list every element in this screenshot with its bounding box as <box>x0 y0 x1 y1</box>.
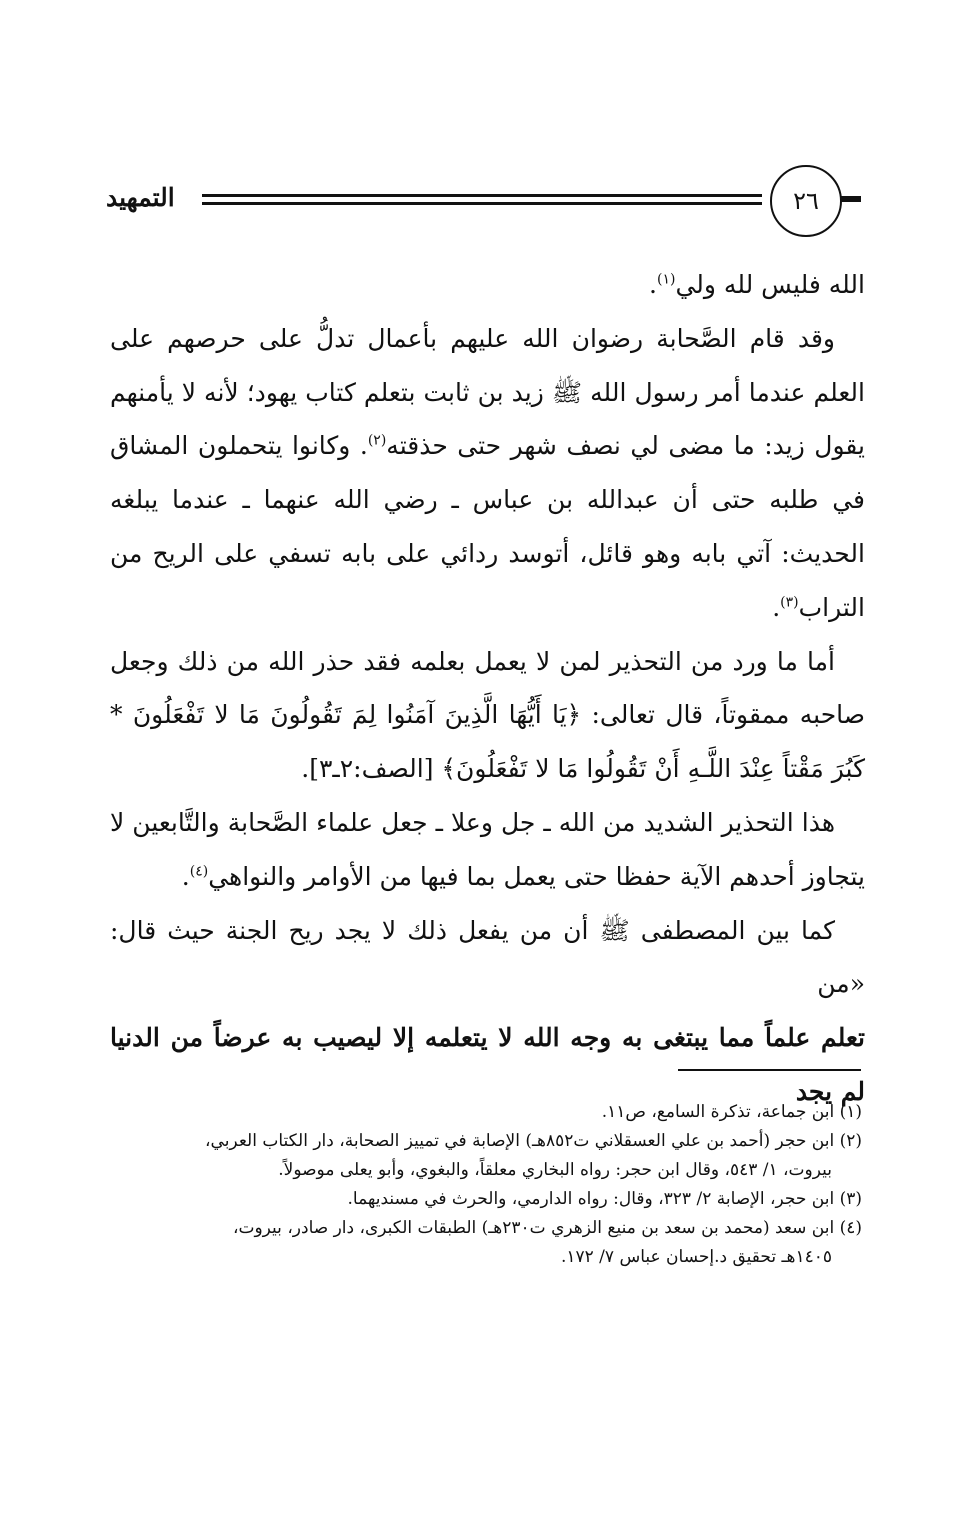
main-text <box>110 258 865 1119</box>
paragraph-2-text-a: وقد قام الصَّحابة رضوان الله عليهم بأعمال تدلُّ على حرصهم على العلم عندما أمر رسول الله ﷺ زيد بن ثابت بتعلم كتاب يهود؛ لأنه لا يأمنهم يقول زيد: ما مضى لي نصف شهر حتى حذقته <box>110 323 865 461</box>
paragraph-4-text: هذا التحذير الشديد من الله ـ جل وعلا ـ جعل علماء الصَّحابة والتَّابعين لا يتجاوز أحدهم الآية حفظا حتى يعمل بما فيها من الأوامر والنواهي <box>110 807 865 891</box>
footnote-2: (٢) ابن حجر (أحمد بن علي العسقلاني ت٨٥٢هـ) الإصابة في تمييز الصحابة، دار الكتاب العربي، <box>205 1131 862 1151</box>
paragraph-2-text-b: . وكانوا يتحملون المشاق في طلبه حتى أن عبدالله بن عباس ـ رضي الله عنهما ـ عندما يبلغه الحديث: آتي بابه وهو قائل، أتوسد ردائي على بابه تسفي على الريح من التراب <box>110 431 865 622</box>
footnotes <box>100 1098 862 1272</box>
paragraph-1-end: . <box>649 270 657 299</box>
footnote-ref-3: (٣) <box>780 594 799 611</box>
footnote-2-continued: بيروت، ١/ ٥٤٣، وقال ابن حجر: رواه البخاري معلقاً، والبغوي، وأبو يعلى موصولاً. <box>278 1160 832 1180</box>
chapter-title: التمهيد <box>106 183 175 212</box>
page-header <box>100 165 880 245</box>
paragraph-4-end: . <box>181 861 190 891</box>
header-rule-top <box>202 194 762 197</box>
footnote-4: (٤) ابن سعد (محمد بن سعد بن منيع الزهري ت٢٣٠هـ) الطبقات الكبرى، دار صادر، بيروت، <box>232 1218 862 1238</box>
paragraph-2 <box>110 312 865 635</box>
paragraph-1 <box>110 258 865 312</box>
header-rule-end <box>841 196 861 202</box>
footnote-ref-1: (١) <box>656 271 676 288</box>
page-number: ٢٦ <box>770 165 842 237</box>
footnote-separator <box>678 1069 861 1071</box>
footnote-4-continued: ١٤٠٥هـ تحقيق د.إحسان عباس ٧/ ١٧٢. <box>560 1247 832 1267</box>
footnote-ref-4: (٤) <box>189 863 209 880</box>
footnote-1: (١) ابن جماعة، تذكرة السامع، ص١١. <box>601 1102 862 1122</box>
paragraph-2-end: . <box>772 592 781 622</box>
header-rule-bottom <box>202 202 762 205</box>
paragraph-5: كما بين المصطفى ﷺ أن من يفعل ذلك لا يجد ريح الجنة حيث قال: «من <box>110 915 865 999</box>
paragraph-1-text: الله فليس لله ولي <box>675 270 865 299</box>
paragraph-4 <box>110 796 865 904</box>
footnote-3: (٣) ابن حجر، الإصابة ٢/ ٣٢٣، وقال: رواه الدارمي، والحرث في مسنديهما. <box>347 1189 862 1209</box>
footnote-ref-2: (٢) <box>367 433 387 450</box>
paragraph-6-hadith: تعلم علماً مما يبتغى به وجه الله لا يتعلمه إلا ليصيب به عرضاً من الدنيا لم يجد <box>110 1023 865 1106</box>
paragraph-3: أما ما ورد من التحذير لمن لا يعمل بعلمه فقد حذر الله من ذلك وجعل صاحبه ممقوتاً، قال تعالى: ﴿يَا أَيُّهَا الَّذِينَ آمَنُوا لِمَ تَقُولُونَ مَا لا تَفْعَلُونَ * كَبُرَ مَقْتاً عِنْدَ اللَّـهِ أَنْ تَقُولُوا مَا لا تَفْعَلُونَ﴾ [الصف:٢ـ٣]. <box>110 646 865 784</box>
